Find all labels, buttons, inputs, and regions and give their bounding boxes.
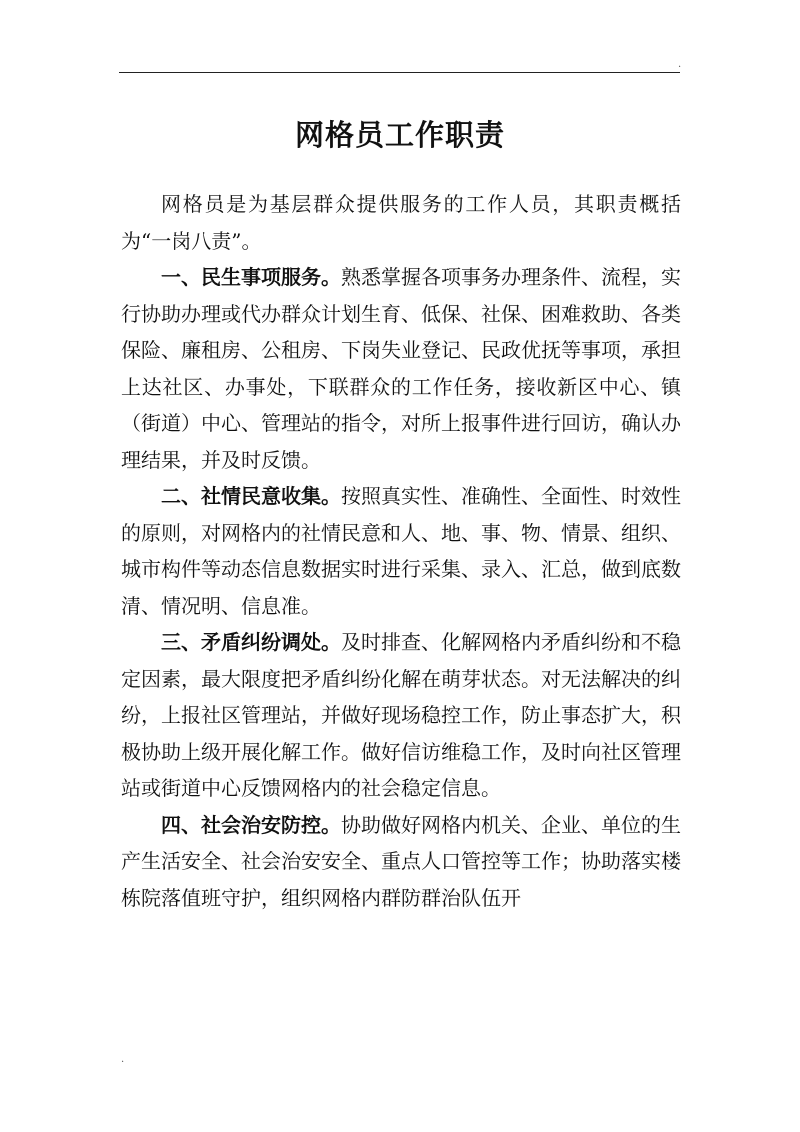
corner-mark-top: . xyxy=(678,59,682,70)
paragraph-line: 位的生产生活安全、社会治安安全、重点人口管控等工作； xyxy=(121,812,681,873)
paragraph-line: 政优抚等事项，承担上达社区、办事处，下联群众的工作 xyxy=(121,338,681,399)
paragraph-line: 和不稳定因素，最大限度把矛盾纠纷化解在萌芽状态。对 xyxy=(121,630,681,691)
paragraph-1 xyxy=(121,186,681,259)
paragraph-line: 无法解决的纠纷，上报社区管理站，并做好现场稳控工作， xyxy=(121,666,681,727)
paragraph-2 xyxy=(121,259,681,478)
corner-mark-bottom: . xyxy=(121,1054,125,1065)
page-title: 网格员工作职责 xyxy=(294,118,505,153)
paragraph-4 xyxy=(121,624,681,807)
paragraph-line: 情景、组织、城市构件等动态信息数据实时进行采集、录 xyxy=(121,520,681,581)
paragraph-line: 括为“一岗八责”。 xyxy=(121,192,681,253)
paragraph-line: 及时排查、化解网格内矛盾纠纷 xyxy=(341,630,621,654)
paragraph-line: 程，实行协助办理或代办群众计划生育、低保、社保、困 xyxy=(121,265,681,326)
paragraph-line: 难救助、各类保险、廉租房、公租房、下岗失业登记、民 xyxy=(121,301,681,362)
section-heading: 三、矛盾纠纷调处。 xyxy=(161,630,341,654)
paragraph-line: 时效性的原则，对网格内的社情民意和人、地、事、物、 xyxy=(121,484,681,545)
section-heading: 一、民生事项服务。 xyxy=(161,265,341,289)
section-heading: 四、社会治安防控。 xyxy=(161,812,341,837)
document-body xyxy=(121,186,681,916)
paragraph-line: 任务，接收新区中心、镇（街道）中心、管理站的指令， xyxy=(121,374,682,435)
paragraph-line: 协助落实楼栋院落值班守护，组织网格内群防群治队伍开 xyxy=(121,849,681,910)
paragraph-line: 协助做好网格内机关、企业、单 xyxy=(341,812,621,837)
paragraph-line: 入、汇总，做到底数清、情况明、信息准。 xyxy=(121,557,681,618)
paragraph-line: 防止事态扩大，积极协助上级开展化解工作。做好信访维 xyxy=(121,703,681,764)
paragraph-line: 按照真实性、准确性、全面性、 xyxy=(341,484,621,508)
paragraph-line: 对所上报事件进行回访，确认办理结果，并及时反馈。 xyxy=(121,411,681,472)
section-heading: 二、社情民意收集。 xyxy=(161,484,341,508)
paragraph-line: 稳工作，及时向社区管理站或街道中心反馈网格内的社会 xyxy=(121,739,681,800)
paragraph-line: 稳定信息。 xyxy=(401,776,501,800)
header-rule xyxy=(119,72,680,73)
paragraph-line: 网格员是为基层群众提供服务的工作人员，其职责概 xyxy=(161,192,661,216)
paragraph-3 xyxy=(121,478,681,624)
paragraph-line: 熟悉掌握各项事务办理条件、流 xyxy=(341,265,621,289)
paragraph-5 xyxy=(121,807,681,917)
